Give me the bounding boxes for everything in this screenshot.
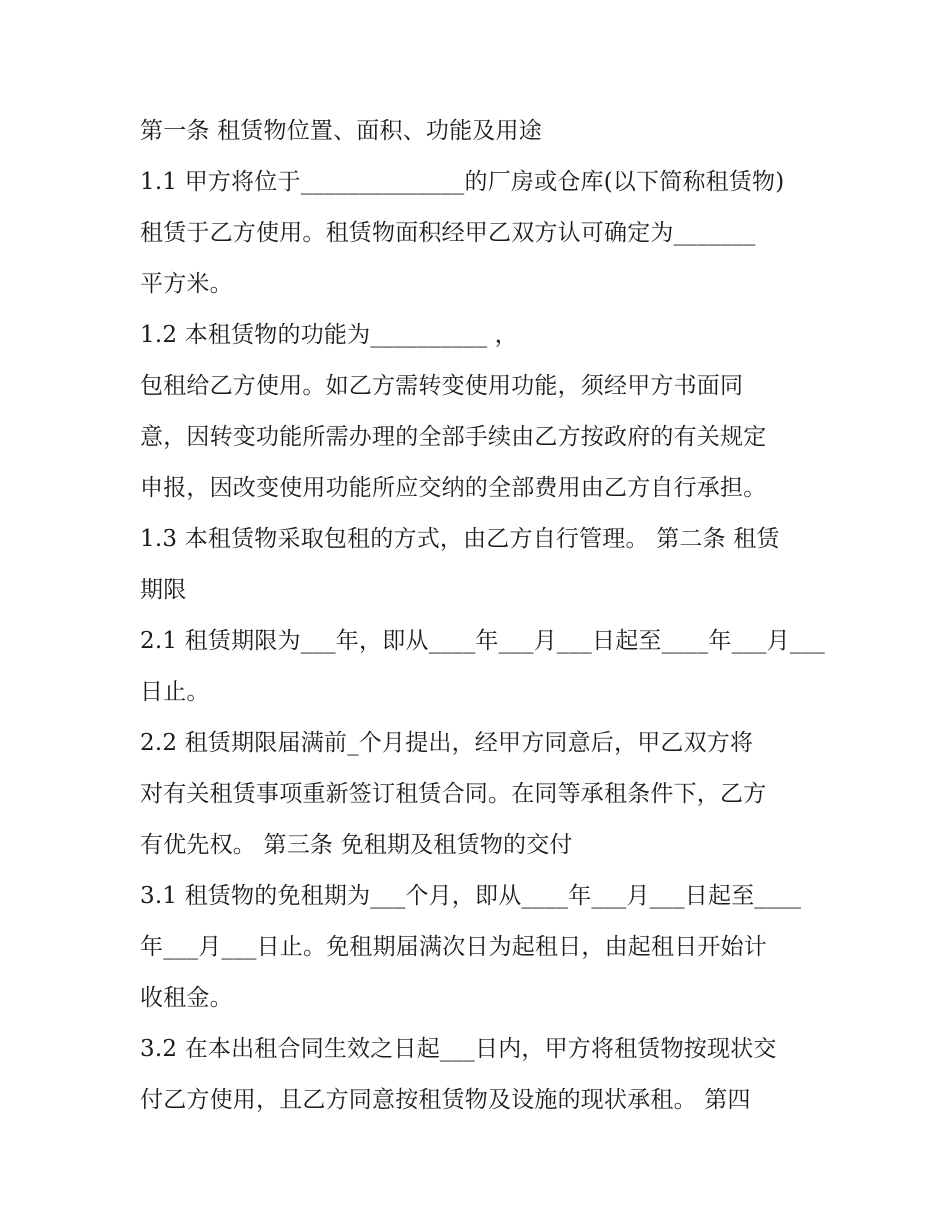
text-line: 3.1 租赁物的免租期为___个月，即从____年___月___日起至____: [140, 883, 802, 909]
text-line: 3.2 在本出租合同生效之日起___日内，甲方将租赁物按现状交: [140, 1036, 777, 1062]
text-line: 意，因转变功能所需办理的全部手续由乙方按政府的有关规定: [140, 424, 767, 450]
text-line: 包租给乙方使用。如乙方需转变使用功能，须经甲方书面同: [140, 373, 744, 399]
text-line: 租赁于乙方使用。租赁物面积经甲乙双方认可确定为_______: [140, 220, 756, 246]
text-line: 付乙方使用，且乙方同意按租赁物及设施的现状承租。 第四: [140, 1087, 751, 1113]
text-line: 2.2 租赁期限届满前_个月提出，经甲方同意后，甲乙双方将: [140, 730, 754, 756]
document-body: [140, 106, 825, 1126]
text-line: 平方米。: [140, 271, 233, 297]
text-line: 对有关租赁事项重新签订租赁合同。在同等承租条件下，乙方: [140, 781, 767, 807]
text-line: 有优先权。 第三条 免租期及租赁物的交付: [140, 832, 573, 858]
text-line: 2.1 租赁期限为___年，即从____年___月___日起至____年___月___: [140, 628, 825, 654]
text-line: 第一条 租赁物位置、面积、功能及用途: [140, 118, 542, 144]
text-line: 日止。: [140, 679, 210, 705]
text-line: 期限: [140, 577, 187, 603]
text-line: 1.1 甲方将位于______________的厂房或仓库(以下简称租赁物): [140, 169, 785, 195]
text-line: 1.3 本租赁物采取包租的方式，由乙方自行管理。 第二条 租赁: [140, 526, 780, 552]
text-line: 1.2 本租赁物的功能为__________ ，: [140, 322, 518, 348]
text-line: 收租金。: [140, 985, 233, 1011]
text-line: 年___月___日止。免租期届满次日为起租日，由起租日开始计: [140, 934, 767, 960]
text-line: 申报，因改变使用功能所应交纳的全部费用由乙方自行承担。: [140, 475, 767, 501]
